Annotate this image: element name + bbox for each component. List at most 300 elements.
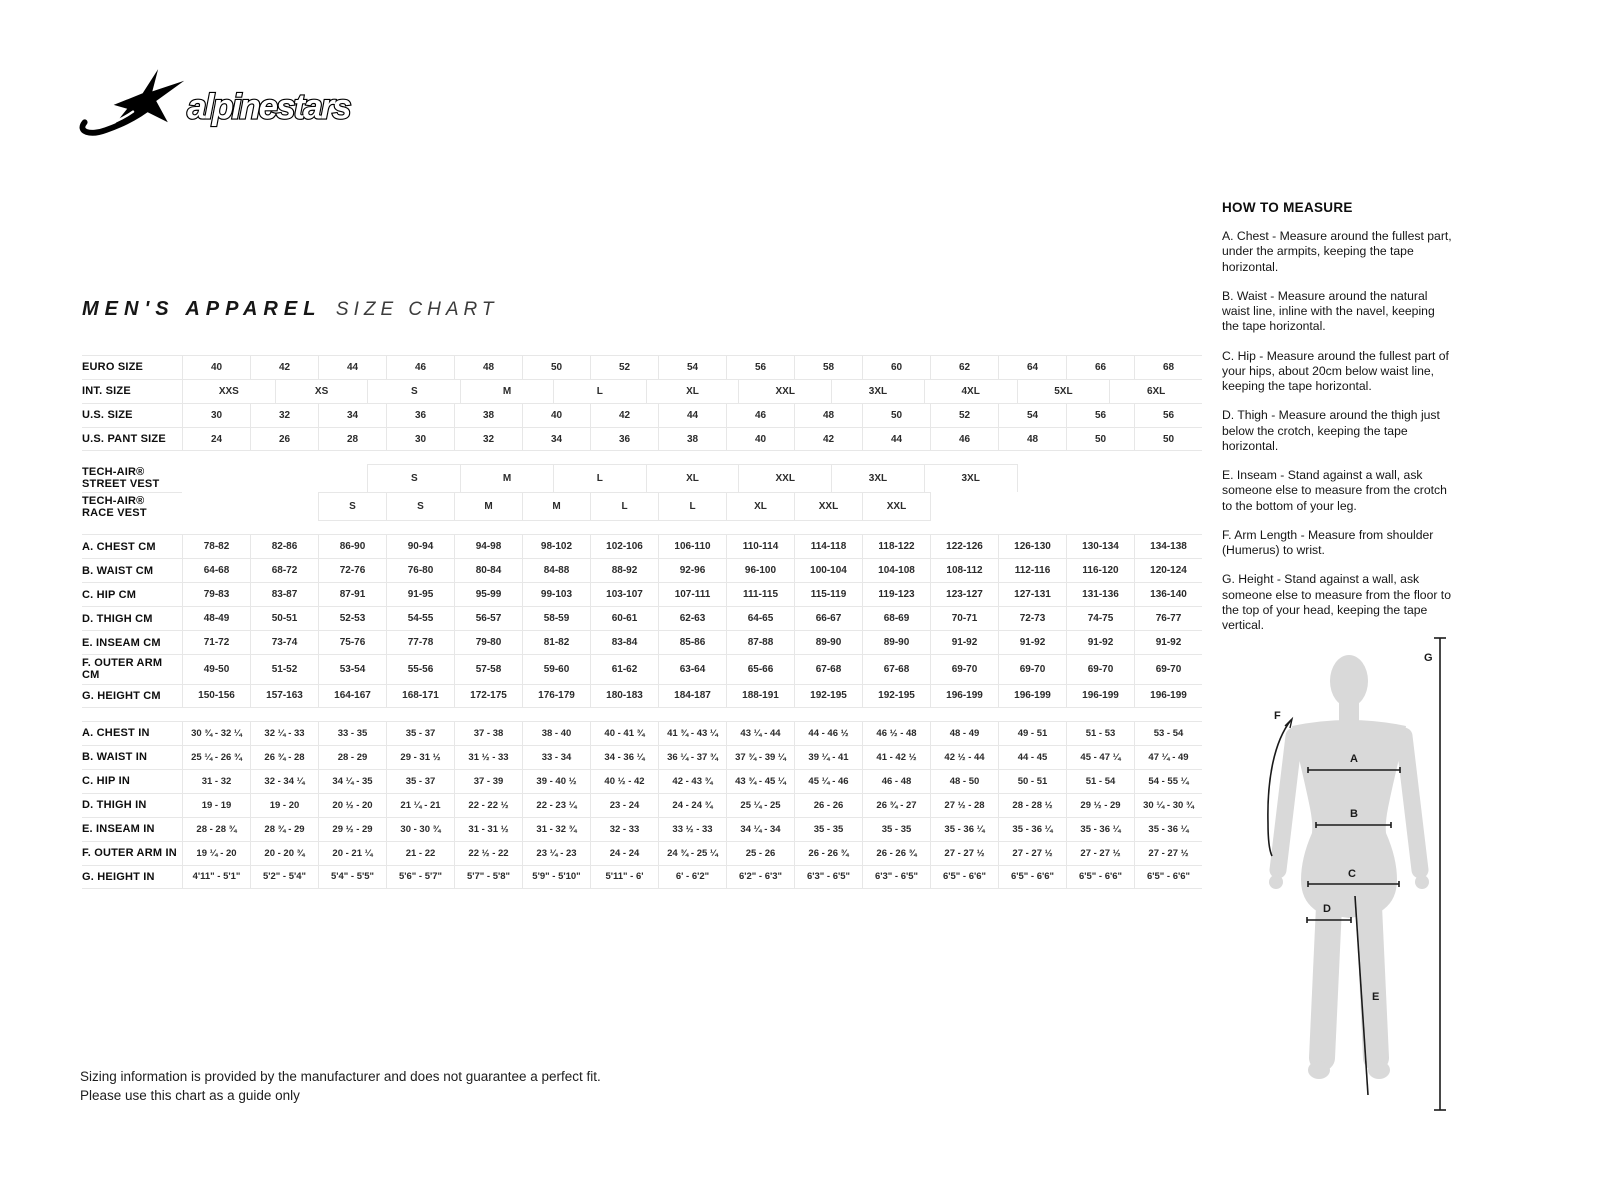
table-cell: 79-83	[182, 583, 250, 606]
row-label: EURO SIZE	[82, 361, 144, 374]
table-cell: 103-107	[590, 583, 658, 606]
table-cell: 87-91	[318, 583, 386, 606]
table-cell: L	[658, 492, 726, 521]
table-cell: 5'11" - 6'	[590, 866, 658, 888]
label-B: B	[1350, 808, 1358, 820]
table-cell: 52	[930, 404, 998, 427]
table-cell: 176-179	[522, 685, 590, 707]
alpinestars-star-icon	[82, 69, 184, 133]
table-cell: 32	[454, 428, 522, 450]
table-cell: 87-88	[726, 631, 794, 654]
table-cell: 29 ½ - 29	[1066, 794, 1134, 817]
table-cell: 35 - 36 ¼	[1134, 818, 1202, 841]
table-cell: 95-99	[454, 583, 522, 606]
row-label: C. HIP IN	[82, 775, 131, 788]
table-cell: 43 ¼ - 44	[726, 722, 794, 745]
size-table	[82, 355, 1202, 889]
table-cell: 96-100	[726, 559, 794, 582]
table-cell: 51 - 54	[1066, 770, 1134, 793]
table-cell: 27 - 27 ½	[1134, 842, 1202, 865]
table-cell: XXL	[862, 492, 930, 521]
table-cell: 45 ¼ - 46	[794, 770, 862, 793]
label-E: E	[1372, 991, 1380, 1003]
table-row	[82, 769, 1202, 793]
table-cell: 64-65	[726, 607, 794, 630]
table-cell: 68	[1134, 356, 1202, 379]
table-cell: 35 - 35	[862, 818, 930, 841]
table-cell: 55-56	[386, 655, 454, 683]
row-cells	[182, 746, 1202, 769]
row-label: F. OUTER ARM CM	[82, 657, 163, 682]
how-to-measure-heading: HOW TO MEASURE	[1222, 200, 1353, 215]
table-cell: 32 ¼ - 33	[250, 722, 318, 745]
table-cell	[930, 492, 998, 521]
table-cell: 39 - 40 ½	[522, 770, 590, 793]
table-cell	[998, 492, 1066, 521]
table-cell: 118-122	[862, 535, 930, 558]
page-title-secondary: SIZE CHART	[335, 299, 499, 320]
table-cell: 88-92	[590, 559, 658, 582]
row-cells	[182, 655, 1202, 683]
table-cell: 36	[590, 428, 658, 450]
table-cell: 52-53	[318, 607, 386, 630]
table-cell: 53-54	[318, 655, 386, 683]
row-cells	[182, 583, 1202, 606]
table-cell: 30 - 30 ¾	[386, 818, 454, 841]
table-cell: 36	[386, 404, 454, 427]
table-cell: 60	[862, 356, 930, 379]
table-row	[82, 379, 1202, 403]
table-cell: 42	[590, 404, 658, 427]
row-cells	[182, 380, 1202, 403]
table-cell: XXL	[738, 464, 831, 492]
table-cell: M	[460, 380, 553, 403]
row-cells	[182, 770, 1202, 793]
table-cell: 119-123	[862, 583, 930, 606]
table-cell: 64	[998, 356, 1066, 379]
table-cell: 47 ¼ - 49	[1134, 746, 1202, 769]
measure-instruction-height: G. Height - Stand against a wall, ask someone else to measure from the floor to the top of your head, keeping the tape vertical.	[1222, 572, 1451, 632]
table-cell: 44 - 45	[998, 746, 1066, 769]
table-cell: 196-199	[998, 685, 1066, 707]
brand-wordmark: alpinestars	[187, 87, 350, 127]
table-cell: 92-96	[658, 559, 726, 582]
table-section-gap	[82, 451, 1202, 464]
table-cell: 20 ½ - 20	[318, 794, 386, 817]
table-cell: 34	[522, 428, 590, 450]
table-section-gap	[82, 708, 1202, 721]
table-row	[82, 793, 1202, 817]
table-cell: 50	[1066, 428, 1134, 450]
table-cell: 22 - 23 ¼	[522, 794, 590, 817]
label-G: G	[1424, 652, 1433, 664]
table-cell: 83-87	[250, 583, 318, 606]
table-cell: 65-66	[726, 655, 794, 683]
table-cell: 30 ¼ - 30 ¾	[1134, 794, 1202, 817]
table-cell: 34 ¼ - 34	[726, 818, 794, 841]
table-cell: 32 - 34 ¼	[250, 770, 318, 793]
alpinestars-logo	[75, 62, 365, 142]
table-cell: 49-50	[182, 655, 250, 683]
table-cell: 5'2" - 5'4"	[250, 866, 318, 888]
table-cell: 40 ½ - 42	[590, 770, 658, 793]
table-cell: 108-112	[930, 559, 998, 582]
table-cell: 6'5" - 6'6"	[930, 866, 998, 888]
row-label: A. CHEST CM	[82, 540, 156, 553]
table-cell: 21 ¼ - 21	[386, 794, 454, 817]
table-cell: 48 - 49	[930, 722, 998, 745]
table-cell: 168-171	[386, 685, 454, 707]
table-cell: 106-110	[658, 535, 726, 558]
table-cell: 69-70	[998, 655, 1066, 683]
table-cell: 21 - 22	[386, 842, 454, 865]
table-cell: 77-78	[386, 631, 454, 654]
table-cell: 5'7" - 5'8"	[454, 866, 522, 888]
table-cell: 32 - 33	[590, 818, 658, 841]
table-row	[82, 745, 1202, 769]
table-cell: 26	[250, 428, 318, 450]
table-cell: 111-115	[726, 583, 794, 606]
table-cell: 35 - 36 ¼	[998, 818, 1066, 841]
table-cell: XL	[646, 464, 739, 492]
table-cell: 46 ½ - 48	[862, 722, 930, 745]
table-cell: 6XL	[1109, 380, 1202, 403]
table-cell: 5'6" - 5'7"	[386, 866, 454, 888]
table-cell	[1109, 464, 1202, 492]
table-cell: 25 - 26	[726, 842, 794, 865]
table-cell: 56	[1066, 404, 1134, 427]
table-cell: 32	[250, 404, 318, 427]
table-cell: 38	[454, 404, 522, 427]
table-cell: 69-70	[1066, 655, 1134, 683]
table-cell: 5'9" - 5'10"	[522, 866, 590, 888]
table-cell: 30 ¾ - 32 ¼	[182, 722, 250, 745]
table-cell: 72-76	[318, 559, 386, 582]
table-cell: 81-82	[522, 631, 590, 654]
table-cell: 46 - 48	[862, 770, 930, 793]
table-cell: 157-163	[250, 685, 318, 707]
table-cell: 27 - 27 ½	[1066, 842, 1134, 865]
table-row	[82, 630, 1202, 654]
table-cell: 45 - 47 ¼	[1066, 746, 1134, 769]
table-section-gap	[82, 521, 1202, 534]
table-cell: XXS	[182, 380, 275, 403]
row-label: B. WAIST CM	[82, 564, 154, 577]
measure-instruction-inseam: E. Inseam - Stand against a wall, ask someone else to measure from the crotch to the bottom of your leg.	[1222, 468, 1447, 513]
table-cell: 62-63	[658, 607, 726, 630]
table-cell: 31 ½ - 33	[454, 746, 522, 769]
row-cells	[182, 607, 1202, 630]
row-cells	[182, 794, 1202, 817]
table-cell: 91-92	[1134, 631, 1202, 654]
row-label: E. INSEAM IN	[82, 823, 155, 836]
table-cell: 57-58	[454, 655, 522, 683]
table-cell: 30	[182, 404, 250, 427]
table-cell: 91-92	[930, 631, 998, 654]
table-cell: 6'2" - 6'3"	[726, 866, 794, 888]
table-cell: 27 ½ - 28	[930, 794, 998, 817]
table-cell: 28 - 28 ¾	[182, 818, 250, 841]
row-label: U.S. PANT SIZE	[82, 432, 166, 445]
table-cell: 56	[726, 356, 794, 379]
row-cells	[182, 535, 1202, 558]
table-cell: 91-95	[386, 583, 454, 606]
measure-instruction-arm: F. Arm Length - Measure from shoulder (Humerus) to wrist.	[1222, 527, 1434, 557]
table-cell: 20 - 21 ¼	[318, 842, 386, 865]
table-cell: 69-70	[1134, 655, 1202, 683]
table-cell: 50	[862, 404, 930, 427]
table-row	[82, 534, 1202, 558]
table-row	[82, 817, 1202, 841]
table-row	[82, 464, 1202, 492]
table-cell: 68-69	[862, 607, 930, 630]
table-cell: 72-73	[998, 607, 1066, 630]
table-cell: 54	[998, 404, 1066, 427]
table-cell: XL	[726, 492, 794, 521]
table-cell: 54 - 55 ¼	[1134, 770, 1202, 793]
table-cell: 6'3" - 6'5"	[794, 866, 862, 888]
table-cell: 89-90	[862, 631, 930, 654]
table-cell: 49 - 51	[998, 722, 1066, 745]
table-cell: 86-90	[318, 535, 386, 558]
table-cell: 23 - 24	[590, 794, 658, 817]
table-cell: 27 - 27 ½	[930, 842, 998, 865]
table-cell: 29 - 31 ½	[386, 746, 454, 769]
table-cell: 24 ¾ - 25 ¼	[658, 842, 726, 865]
table-cell: 6'5" - 6'6"	[998, 866, 1066, 888]
table-cell: 71-72	[182, 631, 250, 654]
table-cell: 38	[658, 428, 726, 450]
table-cell: 78-82	[182, 535, 250, 558]
row-cells	[182, 404, 1202, 427]
table-cell: 48-49	[182, 607, 250, 630]
table-cell: 40 - 41 ¾	[590, 722, 658, 745]
table-cell: 58-59	[522, 607, 590, 630]
body-measurement-figure	[1228, 618, 1562, 1120]
disclaimer-line-1: Sizing information is provided by the manufacturer and does not guarantee a perfect fit.	[80, 1069, 601, 1084]
table-cell: 89-90	[794, 631, 862, 654]
table-cell: 50	[522, 356, 590, 379]
row-label: E. INSEAM CM	[82, 636, 161, 649]
table-cell: 20 - 20 ¾	[250, 842, 318, 865]
table-cell: M	[454, 492, 522, 521]
table-cell: 44	[318, 356, 386, 379]
table-cell: M	[460, 464, 553, 492]
table-cell: 42	[794, 428, 862, 450]
table-cell: 42 - 43 ¾	[658, 770, 726, 793]
table-cell: 136-140	[1134, 583, 1202, 606]
row-label: INT. SIZE	[82, 385, 131, 398]
table-cell: XS	[275, 380, 368, 403]
table-cell: 31 - 32	[182, 770, 250, 793]
table-row	[82, 721, 1202, 745]
row-label: B. WAIST IN	[82, 751, 148, 764]
label-F: F	[1274, 710, 1281, 722]
table-row	[82, 403, 1202, 427]
table-cell: 123-127	[930, 583, 998, 606]
measure-instruction-hip: C. Hip - Measure around the fullest part of your hips, about 20cm below waist line, keeping the tape horizontal.	[1222, 348, 1449, 393]
table-cell: 48	[454, 356, 522, 379]
table-cell: 85-86	[658, 631, 726, 654]
table-cell: 73-74	[250, 631, 318, 654]
row-cells	[182, 685, 1202, 707]
table-cell: 26 - 26 ¾	[794, 842, 862, 865]
table-cell: XL	[646, 380, 739, 403]
row-cells	[182, 722, 1202, 745]
table-cell: 102-106	[590, 535, 658, 558]
table-row	[82, 427, 1202, 451]
table-cell: 37 - 38	[454, 722, 522, 745]
table-cell: 26 - 26 ¾	[862, 842, 930, 865]
table-cell: 120-124	[1134, 559, 1202, 582]
table-cell: 52	[590, 356, 658, 379]
height-line-G	[1434, 638, 1446, 1110]
table-cell: 56-57	[454, 607, 522, 630]
table-cell: 134-138	[1134, 535, 1202, 558]
table-cell: 180-183	[590, 685, 658, 707]
table-cell: 196-199	[1134, 685, 1202, 707]
table-cell: M	[522, 492, 590, 521]
table-cell: 24 - 24	[590, 842, 658, 865]
table-cell: 35 - 36 ¼	[930, 818, 998, 841]
table-cell: S	[386, 492, 454, 521]
table-cell: 19 - 20	[250, 794, 318, 817]
label-D: D	[1323, 903, 1331, 915]
table-row	[82, 492, 1202, 521]
page-title	[82, 298, 499, 321]
table-cell: 28 - 28 ½	[998, 794, 1066, 817]
table-cell: 37 - 39	[454, 770, 522, 793]
table-cell: 50 - 51	[998, 770, 1066, 793]
table-cell: 196-199	[1066, 685, 1134, 707]
table-cell: 116-120	[1066, 559, 1134, 582]
table-cell: 54	[658, 356, 726, 379]
disclaimer-line-2: Please use this chart as a guide only	[80, 1087, 300, 1103]
table-cell: 68-72	[250, 559, 318, 582]
table-cell: 31 - 31 ½	[454, 818, 522, 841]
table-cell: 80-84	[454, 559, 522, 582]
measure-instruction-waist: B. Waist - Measure around the natural waist line, inline with the navel, keeping the tape horizontal.	[1222, 288, 1435, 334]
table-cell: 79-80	[454, 631, 522, 654]
table-cell: 29 ½ - 29	[318, 818, 386, 841]
row-cells	[182, 631, 1202, 654]
table-cell: 42	[250, 356, 318, 379]
table-cell: 41 - 42 ½	[862, 746, 930, 769]
table-row	[82, 606, 1202, 630]
row-cells	[182, 842, 1202, 865]
table-cell: 51-52	[250, 655, 318, 683]
row-cells	[182, 428, 1202, 450]
table-cell: 127-131	[998, 583, 1066, 606]
row-label: D. THIGH CM	[82, 612, 153, 625]
table-row	[82, 841, 1202, 865]
label-C: C	[1348, 868, 1356, 880]
table-cell: 184-187	[658, 685, 726, 707]
row-label: TECH-AIR® RACE VEST	[82, 492, 182, 521]
table-cell: 6'5" - 6'6"	[1134, 866, 1202, 888]
row-cells	[182, 464, 1202, 492]
table-cell: 40	[182, 356, 250, 379]
table-cell: 122-126	[930, 535, 998, 558]
table-cell: XXL	[738, 380, 831, 403]
table-cell: 192-195	[794, 685, 862, 707]
table-cell: 3XL	[831, 464, 924, 492]
row-label: A. CHEST IN	[82, 727, 150, 740]
table-cell: 5XL	[1017, 380, 1110, 403]
table-cell: 34	[318, 404, 386, 427]
table-cell: S	[367, 464, 460, 492]
table-cell: 48 - 50	[930, 770, 998, 793]
table-cell	[1017, 464, 1110, 492]
table-cell: 48	[794, 404, 862, 427]
table-cell: 26 - 26	[794, 794, 862, 817]
row-label: G. HEIGHT IN	[82, 870, 155, 883]
table-cell: 130-134	[1066, 535, 1134, 558]
table-cell: 26 ¾ - 27	[862, 794, 930, 817]
table-cell: 35 - 37	[386, 722, 454, 745]
table-cell: 172-175	[454, 685, 522, 707]
table-cell: 54-55	[386, 607, 454, 630]
table-cell: 31 - 32 ¾	[522, 818, 590, 841]
table-row	[82, 865, 1202, 889]
table-cell	[1066, 492, 1134, 521]
table-cell: 62	[930, 356, 998, 379]
row-label: F. OUTER ARM IN	[82, 847, 177, 860]
table-cell: 67-68	[794, 655, 862, 683]
table-cell: 38 - 40	[522, 722, 590, 745]
row-cells	[182, 866, 1202, 888]
table-cell: 84-88	[522, 559, 590, 582]
table-row	[82, 654, 1202, 683]
table-cell: 91-92	[998, 631, 1066, 654]
table-cell: 50	[1134, 428, 1202, 450]
body-silhouette	[1269, 655, 1429, 1079]
row-label: TECH-AIR® STREET VEST	[82, 466, 160, 491]
table-cell: 19 ¼ - 20	[182, 842, 250, 865]
table-cell: 25 ¼ - 26 ¾	[182, 746, 250, 769]
table-cell: 82-86	[250, 535, 318, 558]
table-cell: 188-191	[726, 685, 794, 707]
measure-instruction-chest: A. Chest - Measure around the fullest part, under the armpits, keeping the tape horizontal.	[1222, 229, 1452, 274]
row-cells	[182, 492, 1202, 521]
table-cell: 44 - 46 ½	[794, 722, 862, 745]
row-cells	[182, 818, 1202, 841]
table-cell: 27 - 27 ½	[998, 842, 1066, 865]
table-cell: 6' - 6'2"	[658, 866, 726, 888]
table-cell: 46	[726, 404, 794, 427]
table-cell: 28	[318, 428, 386, 450]
table-cell: 131-136	[1066, 583, 1134, 606]
table-cell: 5'4" - 5'5"	[318, 866, 386, 888]
table-cell: 70-71	[930, 607, 998, 630]
table-cell: 112-116	[998, 559, 1066, 582]
table-cell	[182, 464, 275, 492]
table-cell: 46	[386, 356, 454, 379]
row-cells	[182, 356, 1202, 379]
table-cell: 58	[794, 356, 862, 379]
table-cell: 164-167	[318, 685, 386, 707]
table-cell: 192-195	[862, 685, 930, 707]
table-cell: L	[590, 492, 658, 521]
page-title-primary: MEN'S APPAREL	[82, 298, 322, 320]
table-cell: 3XL	[924, 464, 1017, 492]
table-cell	[1134, 492, 1202, 521]
table-cell: 46	[930, 428, 998, 450]
disclaimer	[80, 1068, 601, 1106]
table-cell: 22 - 22 ½	[454, 794, 522, 817]
table-cell: 114-118	[794, 535, 862, 558]
table-cell: 35 - 35	[794, 818, 862, 841]
